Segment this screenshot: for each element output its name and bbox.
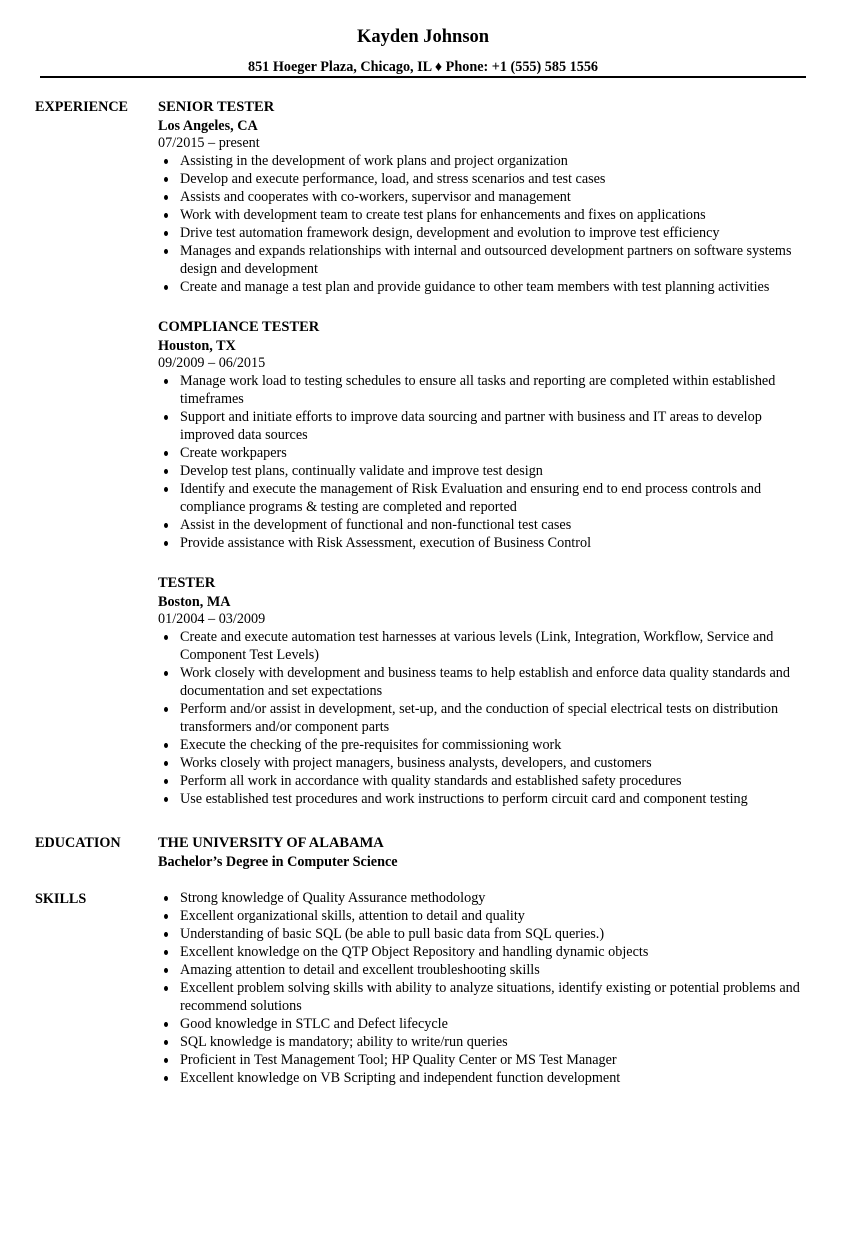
skill-item: Understanding of basic SQL (be able to pull basic data from SQL queries.) [180,925,818,943]
job-title: COMPLIANCE TESTER [158,319,320,335]
job-dates: 09/2009 – 06/2015 [158,355,266,371]
skill-item: SQL knowledge is mandatory; ability to write/run queries [180,1033,818,1051]
job-dates: 01/2004 – 03/2009 [158,611,266,627]
contact-line: 851 Hoeger Plaza, Chicago, IL ♦ Phone: +1 (555) 585 1556 [247,59,599,75]
bullet: Work with development team to create test plans for enhancements and fixes on applications [180,206,818,224]
job-bullets [158,372,818,552]
bullet: Works closely with project managers, business analysts, developers, and customers [180,754,818,772]
skill-item: Strong knowledge of Quality Assurance methodology [180,889,818,907]
bullet: Assist in the development of functional and non-functional test cases [180,516,818,534]
bullet: Create workpapers [180,444,818,462]
candidate-name: Kayden Johnson [356,27,490,47]
job-location: Boston, MA [158,594,231,610]
job-location: Houston, TX [158,338,236,354]
job-dates: 07/2015 – present [158,135,260,151]
job-tester [158,574,818,808]
skills-label: SKILLS [35,891,87,907]
job-compliance-tester [158,318,818,552]
skill-item: Proficient in Test Management Tool; HP Quality Center or MS Test Manager [180,1051,818,1069]
header-divider [40,76,806,78]
job-senior-tester [158,98,818,296]
bullet: Identify and execute the management of Risk Evaluation and ensuring end to end process controls and compliance programs & testing are completed and reported [180,480,818,516]
skill-item: Good knowledge in STLC and Defect lifecycle [180,1015,818,1033]
job-title: SENIOR TESTER [158,99,275,115]
bullet: Create and execute automation test harnesses at various levels (Link, Integration, Workflow, Service and Component Test Levels) [180,628,818,664]
skill-item: Excellent knowledge on the QTP Object Repository and handling dynamic objects [180,943,818,961]
job-location: Los Angeles, CA [158,118,258,134]
job-bullets [158,152,818,296]
bullet: Work closely with development and business teams to help establish and enforce data quality standards and documentation and set expectations [180,664,818,700]
education-label: EDUCATION [35,835,121,851]
bullet: Support and initiate efforts to improve data sourcing and partner with business and IT areas to develop improved data sources [180,408,818,444]
bullet: Perform all work in accordance with quality standards and established safety procedures [180,772,818,790]
school-name: THE UNIVERSITY OF ALABAMA [158,835,384,851]
job-bullets [158,628,818,808]
bullet: Provide assistance with Risk Assessment, execution of Business Control [180,534,818,552]
bullet: Develop test plans, continually validate and improve test design [180,462,818,480]
job-title: TESTER [158,575,216,591]
bullet: Assisting in the development of work plans and project organization [180,152,818,170]
bullet: Develop and execute performance, load, and stress scenarios and test cases [180,170,818,188]
bullet: Use established test procedures and work instructions to perform circuit card and component testing [180,790,818,808]
education-entry [158,834,818,871]
skills-list-container [158,889,818,1087]
skill-item: Excellent knowledge on VB Scripting and independent function development [180,1069,818,1087]
skills-list [158,889,818,1087]
bullet: Manages and expands relationships with internal and outsourced development partners on software systems design and development [180,242,818,278]
bullet: Perform and/or assist in development, set-up, and the conduction of special electrical tests on distribution transformers and/or component parts [180,700,818,736]
bullet: Assists and cooperates with co-workers, supervisor and management [180,188,818,206]
bullet: Drive test automation framework design, development and evolution to improve test efficiency [180,224,818,242]
bullet: Manage work load to testing schedules to ensure all tasks and reporting are completed within established timeframes [180,372,818,408]
skill-item: Excellent problem solving skills with ability to analyze situations, identify existing or potential problems and recommend solutions [180,979,818,1015]
bullet: Execute the checking of the pre-requisites for commissioning work [180,736,818,754]
degree: Bachelor’s Degree in Computer Science [158,854,398,870]
experience-label: EXPERIENCE [35,99,129,115]
skill-item: Excellent organizational skills, attention to detail and quality [180,907,818,925]
skill-item: Amazing attention to detail and excellent troubleshooting skills [180,961,818,979]
bullet: Create and manage a test plan and provide guidance to other team members with test planning activities [180,278,818,296]
